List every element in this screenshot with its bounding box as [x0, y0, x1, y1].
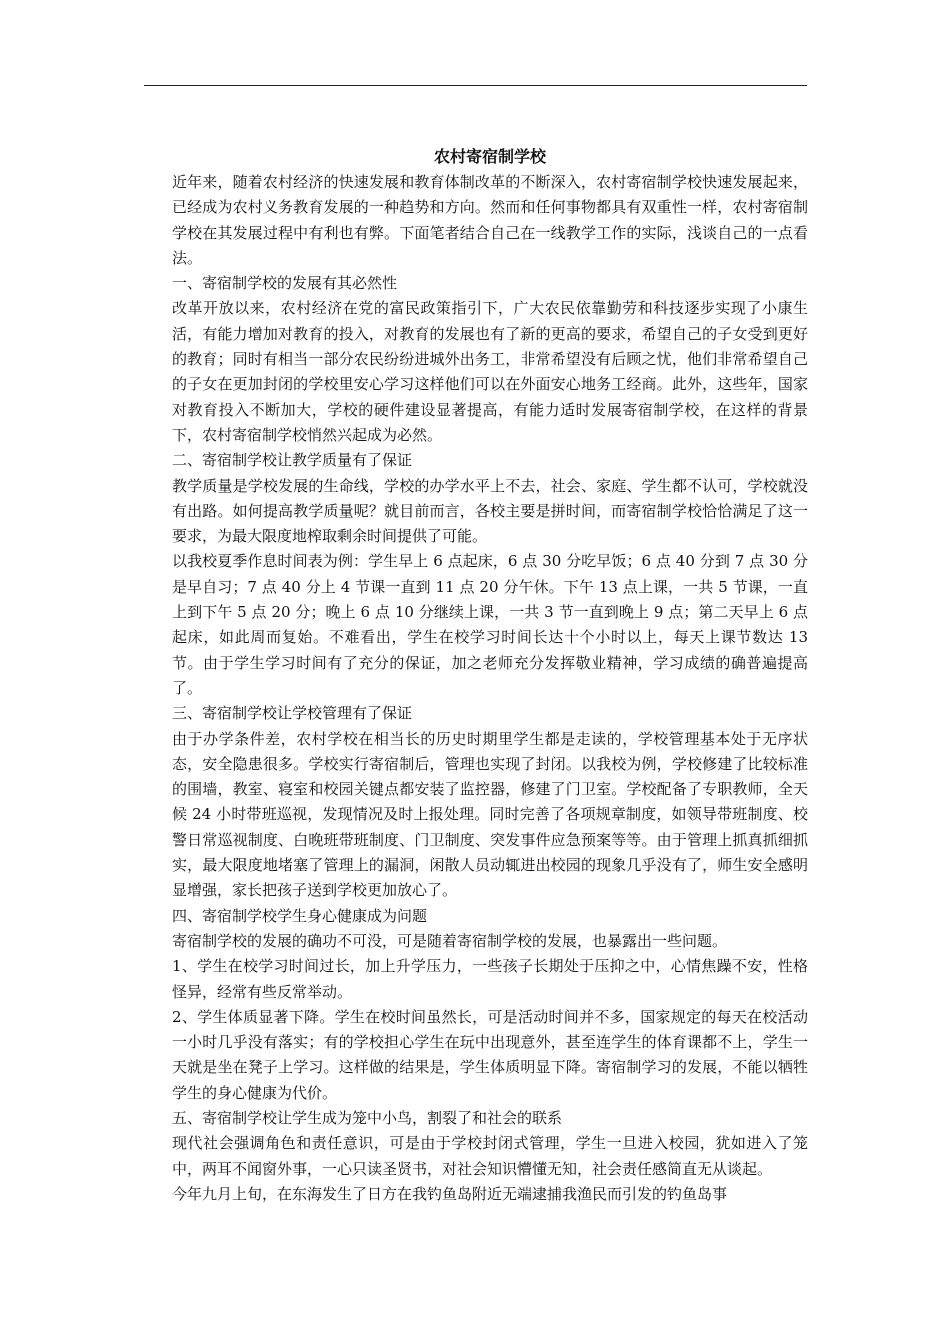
body-paragraph: 教学质量是学校发展的生命线，学校的办学水平上不去，社会、家庭、学生都不认可，学校就没有出路。如何提高教学质量呢？就目前而言，各校主要是拼时间，而寄宿制学校恰恰满足了这一要求，为最大限度地榨取剩余时间提供了可能。: [172, 476, 808, 546]
section-heading-1: 一、寄宿制学校的发展有其必然性: [172, 274, 398, 293]
body-paragraph: 由于办学条件差，农村学校在相当长的历史时期里学生都是走读的，学校管理基本处于无序状态，安全隐患很多。学校实行寄宿制后，管理也实现了封闭。以我校为例，学校修建了比较标准的围墙，教室、寝室和校园关键点都安装了监控器，修建了门卫室。学校配备了专职教师，全天候 24 小时带班巡视，发现情况及时上报处理。同时完善了各项规章制度，如领导带班制度、校警日常巡视制度、白晚班带班制度、门卫制度、突发事件应急预案等等。由于管理上抓真抓细抓实，最大限度地堵塞了管理上的漏洞，闲散人员动辄进出校园的现象几乎没有了，师生安全感明显增强，家长把孩子送到学校更加放心了。: [172, 729, 808, 900]
body-paragraph: 改革开放以来，农村经济在党的富民政策指引下，广大农民依靠勤劳和科技逐步实现了小康生活，有能力增加对教育的投入，对教育的发展也有了新的更高的要求，希望自己的子女受到更好的教育；同时有相当一部分农民纷纷进城外出务工，非常希望没有后顾之忧，他们非常希望自己的子女在更加封闭的学校里安心学习这样他们可以在外面安心地务工经商。此外，这些年，国家对教育投入不断加大，学校的硬件建设显著提高，有能力适时发展寄宿制学校，在这样的背景下，农村寄宿制学校悄然兴起成为必然。: [172, 299, 808, 444]
section-heading-5: 五、寄宿制学校让学生成为笼中小鸟，割裂了和社会的联系: [172, 1108, 563, 1127]
body-paragraph: 现代社会强调角色和责任意识，可是由于学校封闭式管理，学生一旦进入校园，犹如进入了笼中，两耳不闻窗外事，一心只读圣贤书，对社会知识懵懂无知，社会责任感简直无从谈起。: [172, 1134, 808, 1178]
section-heading-3: 三、寄宿制学校让学校管理有了保证: [172, 704, 413, 723]
list-item: 1、学生在校学习时间过长，加上升学压力，一些孩子长期处于压抑之中，心情焦躁不安，性格怪异，经常有些反常举动。: [172, 957, 808, 1001]
body-paragraph: 寄宿制学校的发展的确功不可没，可是随着寄宿制学校的发展，也暴露出一些问题。: [172, 931, 728, 950]
body-paragraph: 以我校夏季作息时间表为例：学生早上 6 点起床，6 点 30 分吃早饭；6 点 40 分到 7 点 30 分是早自习；7 点 40 分上 4 节课一直到 11 点 20 分午休。下午 13 点上课，一共 5 节课，一直上到下午 5 点 20 分；晚上 6 点 10 分继续上课，一共 3 节一直到晚上 9 点；第二天早上 6 点起床，如此周而复始。不难看出，学生在校学习时间长达十个小时以上，每天上课节数达 13 节。由于学生学习时间有了充分的保证，加之老师充分发挥敬业精神，学习成绩的确普遍提高了。: [172, 552, 808, 697]
document-body: [172, 146, 808, 1207]
body-paragraph: 今年九月上旬，在东海发生了日方在我钓鱼岛附近无端逮捕我渔民而引发的钓鱼岛事: [172, 1184, 728, 1203]
document-title: 农村寄宿制学校: [433, 147, 546, 166]
header-rule: [144, 85, 807, 86]
section-heading-4: 四、寄宿制学校学生身心健康成为问题: [172, 906, 428, 925]
intro-paragraph: 近年来，随着农村经济的快速发展和教育体制改革的不断深入，农村寄宿制学校快速发展起来，已经成为农村义务教育发展的一种趋势和方向。然而和任何事物都具有双重性一样，农村寄宿制学校在其发展过程中有利也有弊。下面笔者结合自己在一线教学工作的实际，浅谈自己的一点看法。: [172, 173, 808, 267]
list-item: 2、学生体质显著下降。学生在校时间虽然长，可是活动时间并不多，国家规定的每天在校活动一小时几乎没有落实；有的学校担心学生在玩中出现意外，甚至连学生的体育课都不上，学生一天就是坐在凳子上学习。这样做的结果是，学生体质明显下降。寄宿制学习的发展，不能以牺牲学生的身心健康为代价。: [172, 1007, 808, 1102]
section-heading-2: 二、寄宿制学校让教学质量有了保证: [172, 451, 413, 470]
